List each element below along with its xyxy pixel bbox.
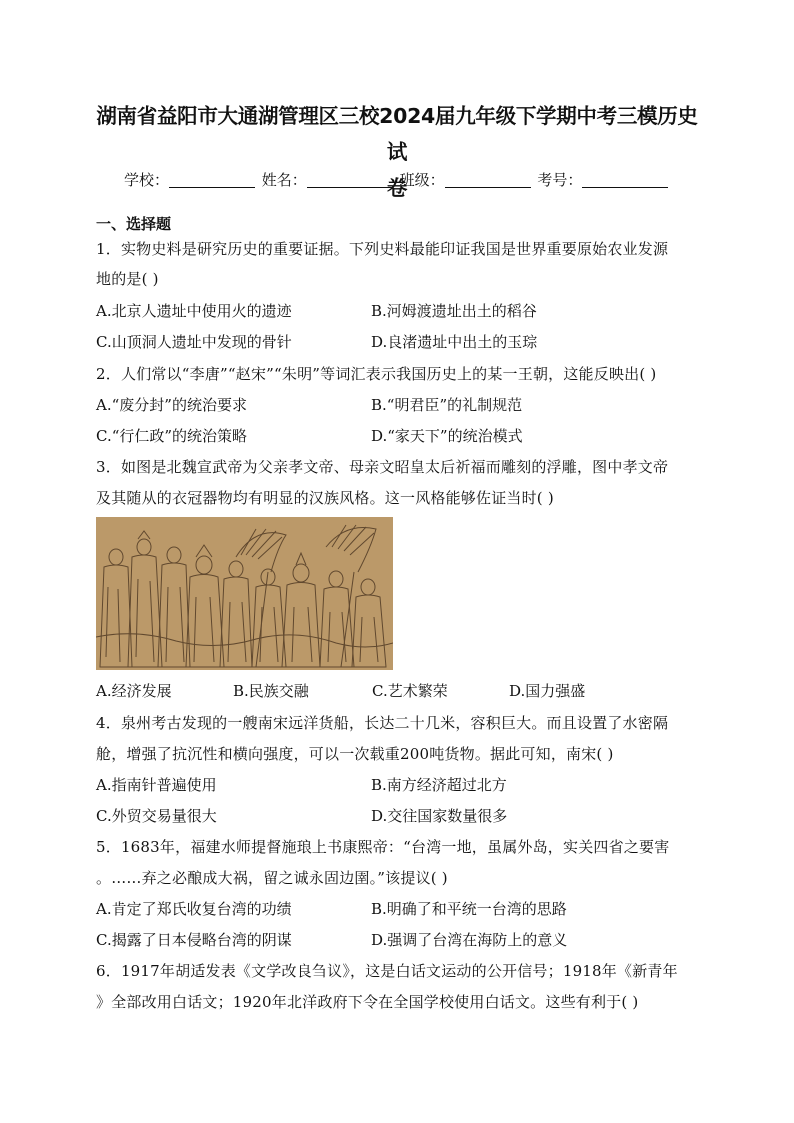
q5-line-1: 5．1683年，福建水师提督施琅上书康熙帝：“台湾一地，虽属外岛，实关四省之要害 [96, 838, 670, 856]
q4-line-2: 舱，增强了抗沉性和横向强度，可以一次载重200吨货物。据此可知，南宋( ) [96, 745, 614, 763]
class-label: 班级： [399, 171, 445, 189]
q1-option-b: B.河姆渡遗址出土的稻谷 [371, 302, 537, 320]
q5-option-c: C.揭露了日本侵略台湾的阴谋 [96, 931, 292, 949]
school-blank[interactable] [169, 171, 255, 188]
number-blank[interactable] [582, 171, 668, 188]
q2-line-1: 2．人们常以“李唐”“赵宋”“朱明”等词汇表示我国历史上的某一王朝，这能反映出( ) [96, 365, 657, 383]
q6-line-1: 6．1917年胡适发表《文学改良刍议》，这是白话文运动的公开信号；1918年《新青年 [96, 962, 678, 980]
q4-option-a: A.指南针普遍使用 [96, 776, 217, 794]
name-blank[interactable] [307, 171, 393, 188]
title-line-2: 卷 [386, 176, 408, 200]
q3-option-c: C.艺术繁荣 [372, 682, 448, 700]
q5-option-a: A.肯定了郑氏收复台湾的功绩 [96, 900, 292, 918]
name-label: 姓名： [261, 171, 307, 189]
q2-option-a: A.“废分封”的统治要求 [96, 396, 247, 414]
q4-option-d: D.交往国家数量很多 [371, 807, 508, 825]
q3-option-d: D.国力强盛 [509, 682, 586, 700]
q5-line-2: 。……弃之必酿成大祸，留之诚永固边圉。”该提议( ) [96, 869, 448, 887]
q2-option-d: D.“家天下”的统治模式 [371, 427, 523, 445]
q4-line-1: 4．泉州考古发现的一艘南宋远洋货船，长达二十几米，容积巨大。而且设置了水密隔 [96, 714, 669, 732]
q2-option-b: B.“明君臣”的礼制规范 [371, 396, 523, 414]
title-line-1: 湖南省益阳市大通湖管理区三校2024届九年级下学期中考三模历史试 [96, 104, 698, 164]
q5-option-d: D.强调了台湾在海防上的意义 [371, 931, 568, 949]
class-blank[interactable] [445, 171, 531, 188]
section-heading: 一、选择题 [96, 215, 172, 233]
q3-line-1: 3．如图是北魏宣武帝为父亲孝文帝、母亲文昭皇太后祈福而雕刻的浮雕，图中孝文帝 [96, 458, 669, 476]
q1-line-1: 1．实物史料是研究历史的重要证据。下列史料最能印证我国是世界重要原始农业发源 [96, 240, 669, 258]
student-info-row [124, 168, 670, 192]
q2-option-c: C.“行仁政”的统治策略 [96, 427, 248, 445]
q3-option-a: A.经济发展 [96, 682, 172, 700]
number-label: 考号： [537, 171, 583, 189]
school-label: 学校： [124, 171, 170, 189]
q6-line-2: 》全部改用白话文；1920年北洋政府下令在全国学校使用白话文。这些有利于( ) [96, 993, 639, 1011]
q1-option-d: D.良渚遗址中出土的玉琮 [371, 333, 538, 351]
q3-line-2: 及其随从的衣冠器物均有明显的汉族风格。这一风格能够佐证当时( ) [96, 489, 554, 507]
q5-option-b: B.明确了和平统一台湾的思路 [371, 900, 567, 918]
relief-illustration [96, 517, 393, 670]
relief-carving-image [96, 517, 393, 670]
q4-option-c: C.外贸交易量很大 [96, 807, 217, 825]
q1-option-c: C.山顶洞人遗址中发现的骨针 [96, 333, 292, 351]
q4-option-b: B.南方经济超过北方 [371, 776, 507, 794]
q1-line-2: 地的是( ) [96, 270, 159, 288]
q1-option-a: A.北京人遗址中使用火的遗迹 [96, 302, 292, 320]
q3-option-b: B.民族交融 [233, 682, 309, 700]
